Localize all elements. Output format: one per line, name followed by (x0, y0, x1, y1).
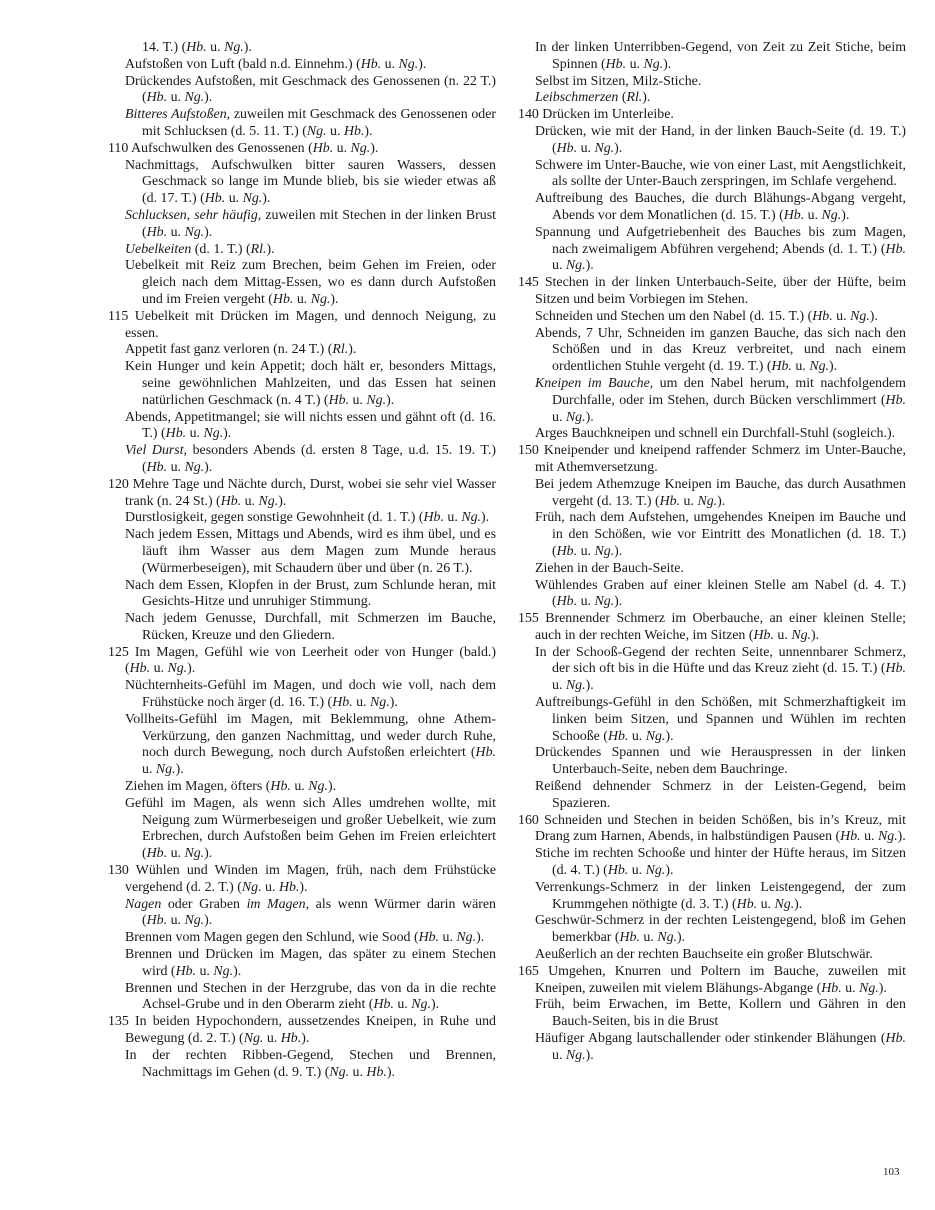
symptom-entry: Bitteres Aufstoßen, zuweilen mit Geschmack des Genossenen oder mit Schlucksen (d. 5. 11. T.) (Ng. u. Hb.). (125, 107, 496, 139)
symptom-entry: Verrenkungs-Schmerz in der linken Leistengegend, der zum Krummgehen nöthigte (d. 3. T.) (Hb. u. Ng.). (535, 879, 906, 912)
symptom-entry: Auftreibung des Bauches, die durch Blähungs-Abgang vergeht, Abends vor dem Monatlichen (d. 15. T.) (Hb. u. Ng.). (535, 191, 906, 223)
symptom-entry: Kneipen im Bauche, um den Nabel herum, mit nachfolgendem Durchfalle, oder im Stehen, durch Bücken verschlimmert (Hb. u. Ng.). (535, 375, 906, 425)
symptom-entry: In der Schooß-Gegend der rechten Seite, unnennbarer Schmerz, der sich oft bis in die Hüfte und das Kreuz zieht (d. 15. T.) (Hb. u. Ng.). (535, 644, 906, 694)
symptom-entry: Durstlosigkeit, gegen sonstige Gewohnheit (d. 1. T.) (Hb. u. Ng.). (125, 510, 490, 526)
page-number: 103 (883, 1166, 900, 1178)
symptom-entry: Abends, 7 Uhr, Schneiden im ganzen Bauche, das sich nach den Schößen und in das Kreuz verbreitet, und nach einem ordentlichen Stuhle vergeht (d. 19. T.) (Hb. u. Ng.). (535, 325, 906, 375)
symptom-entry: Nach jedem Essen, Mittags und Abends, wird es ihm übel, und es läuft ihm Wasser aus dem Magen zum Munde heraus (Würmerbeseigen), mit Schaudern über und über (n. 26 T.). (125, 527, 496, 576)
symptom-entry: In der linken Unterribben-Gegend, von Zeit zu Zeit Stiche, beim Spinnen (Hb. u. Ng.). (535, 40, 906, 72)
entry-continuation: 14. T.) (Hb. u. Ng.). (142, 40, 252, 55)
symptom-entry: Spannung und Aufgetriebenheit des Bauches bis zum Magen, nach zweimaligem Abführen vergehend; Abends (d. 1. T.) (Hb. u. Ng.). (535, 224, 906, 274)
symptom-entry: Uebelkeiten (d. 1. T.) (Rl.). (125, 241, 275, 257)
symptom-entry: Wühlendes Graben auf einer kleinen Stelle am Nabel (d. 4. T.) (Hb. u. Ng.). (535, 577, 906, 610)
symptom-entry: Ziehen in der Bauch-Seite. (535, 560, 684, 576)
right-column (518, 40, 906, 1065)
symptom-entry: Drücken, wie mit der Hand, in der linken Bauch-Seite (d. 19. T.) (Hb. u. Ng.). (535, 123, 906, 156)
symptom-entry: Nagen oder Graben im Magen, als wenn Würmer darin wären (Hb. u. Ng.). (125, 896, 496, 929)
numbered-symptom-entry: 145 Stechen in der linken Unterbauch-Seite, über der Hüfte, beim Sitzen und beim Vorbiegen im Stehen. (518, 275, 906, 307)
numbered-symptom-entry: 140 Drücken im Unterleibe. (518, 107, 674, 123)
symptom-entry: Früh, nach dem Aufstehen, umgehendes Kneipen im Bauche und in den Schößen, wie vor Eintritt des Monatlichen (d. 18. T.) (Hb. u. Ng.). (535, 510, 906, 559)
symptom-entry: Stiche im rechten Schooße und hinter der Hüfte heraus, im Sitzen (d. 4. T.) (Hb. u. Ng.). (535, 846, 906, 879)
symptom-entry: Drückendes Aufstoßen, mit Geschmack des Genossenen (n. 22 T.) (Hb. u. Ng.). (125, 73, 496, 106)
symptom-entry: Viel Durst, besonders Abends (d. ersten 8 Tage, u.d. 15. 19. T.) (Hb. u. Ng.). (125, 443, 496, 475)
left-column (108, 40, 496, 1081)
symptom-entry: Aeußerlich an der rechten Bauchseite ein großer Blutschwär. (535, 947, 873, 963)
symptom-entry: Kein Hunger und kein Appetit; doch hält er, besonders Mittags, seine gewöhnlichen Mahlzeiten, und das Essen hat seinen natürlichen Geschmack (n. 4 T.) (Hb. u. Ng.). (125, 359, 496, 408)
numbered-symptom-entry: 115 Uebelkeit mit Drücken im Magen, und dennoch Neigung, zu essen. (108, 308, 496, 341)
symptom-entry: Bei jedem Athemzuge Kneipen im Bauche, das durch Ausathmen vergeht (d. 13. T.) (Hb. u. Ng.). (535, 476, 906, 509)
symptom-entry: Selbst im Sitzen, Milz-Stiche. (535, 73, 702, 89)
symptom-entry: Nachmittags, Aufschwulken bitter sauren Wassers, dessen Geschmack so lange im Munde blieb, bis sie wieder etwas aß (d. 17. T.) (Hb. u. Ng.). (125, 157, 496, 207)
symptom-entry: Nach dem Essen, Klopfen in der Brust, zum Schlunde heran, mit Gesichts-Hitze und unruhiger Stimmung. (125, 577, 496, 610)
symptom-entry: Reißend dehnender Schmerz in der Leisten-Gegend, beim Spazieren. (535, 779, 906, 811)
symptom-entry: Auftreibungs-Gefühl in den Schößen, mit Schmerzhaftigkeit im linken beim Sitzen, und Spannen und Wühlen im rechten Schooße (Hb. u. Ng.). (535, 695, 906, 744)
symptom-entry: Arges Bauchkneipen und schnell ein Durchfall-Stuhl (sogleich.). (535, 426, 896, 442)
symptom-entry: Schneiden und Stechen um den Nabel (d. 15. T.) (Hb. u. Ng.). (535, 308, 878, 324)
symptom-entry: In der rechten Ribben-Gegend, Stechen und Brennen, Nachmittags im Gehen (d. 9. T.) (Ng. u. Hb.). (125, 1047, 496, 1080)
symptom-entry: Abends, Appetitmangel; sie will nichts essen und gähnt oft (d. 16. T.) (Hb. u. Ng.). (125, 409, 496, 442)
symptom-entry: Schlucksen, sehr häufig, zuweilen mit Stechen in der linken Brust (Hb. u. Ng.). (125, 207, 496, 240)
numbered-symptom-entry: 165 Umgehen, Knurren und Poltern im Bauche, zuweilen mit Kneipen, zuweilen mit vielem Blähungs-Abgange (Hb. u. Ng.). (518, 963, 906, 996)
symptom-entry: Ziehen im Magen, öfters (Hb. u. Ng.). (125, 779, 337, 795)
symptom-entry: Leibschmerzen (Rl.). (535, 90, 651, 106)
symptom-entry: Geschwür-Schmerz in der rechten Leistengegend, bloß im Gehen bemerkbar (Hb. u. Ng.). (535, 913, 906, 946)
numbered-symptom-entry: 155 Brennender Schmerz im Oberbauche, an einer kleinen Stelle; auch in der rechten Weiche, im Sitzen (Hb. u. Ng.). (518, 611, 906, 643)
symptom-entry: Brennen vom Magen gegen den Schlund, wie Sood (Hb. u. Ng.). (125, 930, 485, 946)
symptom-entry: Aufstoßen von Luft (bald n.d. Einnehm.) (Hb. u. Ng.). (125, 56, 427, 72)
symptom-entry: Schwere im Unter-Bauche, wie von einer Last, mit Aengstlichkeit, als sollte der Unter-Bauch zerspringen, im Schlafe vergehend. (535, 157, 906, 190)
symptom-entry: Appetit fast ganz verloren (n. 24 T.) (Rl.). (125, 342, 357, 358)
symptom-entry: Gefühl im Magen, als wenn sich Alles umdrehen wollte, mit Neigung zum Würmerbeseigen und großer Uebelkeit, wie zum Erbrechen, durch Aufstoßen beim Gehen im Freien erleichtert (Hb. u. Ng.). (125, 795, 496, 862)
symptom-entry: Brennen und Drücken im Magen, das später zu einem Stechen wird (Hb. u. Ng.). (125, 947, 496, 979)
symptom-entry: Früh, beim Erwachen, im Bette, Kollern und Gähren in den Bauch-Seiten, bis in die Brust (535, 997, 906, 1030)
symptom-entry: Vollheits-Gefühl im Magen, mit Beklemmung, ohne Athem-Verkürzung, den ganzen Nachmittag, und weder durch Ruhe, noch durch Bewegung, noch durch Aufstoßen erleichtert (Hb. u. Ng.). (125, 711, 496, 778)
numbered-symptom-entry: 130 Wühlen und Winden im Magen, früh, nach dem Frühstücke vergehend (d. 2. T.) (Ng. u. Hb.). (108, 863, 496, 895)
symptom-entry: Nüchternheits-Gefühl im Magen, und doch wie voll, nach dem Frühstücke noch ärger (d. 16. T.) (Hb. u. Ng.). (125, 678, 496, 711)
symptom-entry: Brennen und Stechen in der Herzgrube, das von da in die rechte Achsel-Grube und in den Oberarm zieht (Hb. u. Ng.). (125, 980, 496, 1013)
numbered-symptom-entry: 120 Mehre Tage und Nächte durch, Durst, wobei sie sehr viel Wasser trank (n. 24 St.) (Hb. u. Ng.). (108, 476, 496, 509)
symptom-entry: Uebelkeit mit Reiz zum Brechen, beim Gehen im Freien, oder gleich nach dem Mittag-Essen, wo es dann durch Aufstoßen und im Freien vergeht (Hb. u. Ng.). (125, 258, 496, 307)
numbered-symptom-entry: 110 Aufschwulken des Genossenen (Hb. u. Ng.). (108, 140, 379, 156)
numbered-symptom-entry: 135 In beiden Hypochondern, aussetzendes Kneipen, in Ruhe und Bewegung (d. 2. T.) (Ng. u. Hb.). (108, 1014, 496, 1047)
symptom-entry: Nach jedem Genusse, Durchfall, mit Schmerzen im Bauche, Rücken, Kreuze und den Gliedern. (125, 611, 496, 643)
numbered-symptom-entry: 160 Schneiden und Stechen in beiden Schößen, bis in’s Kreuz, mit Drang zum Harnen, Abends, in halbstündigen Pausen (Hb. u. Ng.). (518, 812, 906, 845)
symptom-entry: Drückendes Spannen und wie Herauspressen in der linken Unterbauch-Seite, neben dem Bauchringe. (535, 745, 906, 778)
numbered-symptom-entry: 150 Kneipender und kneipend raffender Schmerz im Unter-Bauche, mit Athemversetzung. (518, 443, 906, 475)
symptom-entry: Häufiger Abgang lautschallender oder stinkender Blähungen (Hb. u. Ng.). (535, 1031, 906, 1063)
numbered-symptom-entry: 125 Im Magen, Gefühl wie von Leerheit oder von Hunger (bald.) (Hb. u. Ng.). (108, 644, 496, 677)
